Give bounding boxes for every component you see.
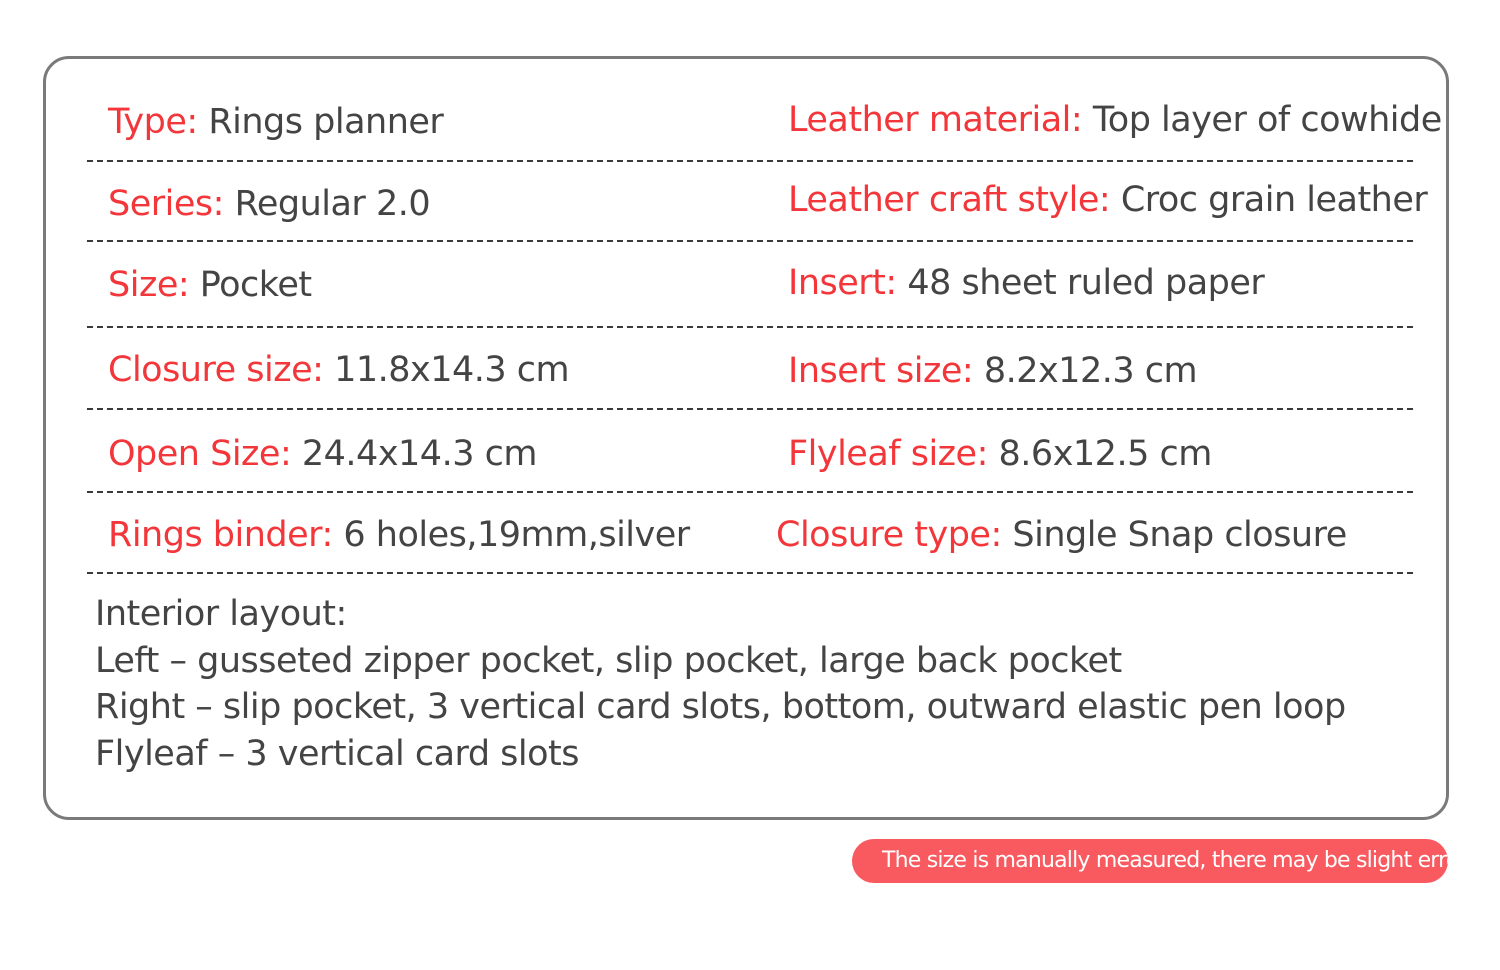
interior-layout-line: Right – slip pocket, 3 vertical card slots, bottom, outward elastic pen loop bbox=[95, 687, 1346, 727]
spec-series bbox=[108, 184, 430, 224]
spec-value: Pocket bbox=[199, 265, 312, 305]
spec-label: Insert: bbox=[788, 263, 897, 303]
spec-label: Rings binder: bbox=[108, 515, 333, 555]
spec-type bbox=[108, 102, 443, 142]
spec-label: Closure size: bbox=[108, 350, 324, 390]
spec-size bbox=[108, 265, 312, 305]
row-divider bbox=[87, 491, 1413, 493]
spec-label: Open Size: bbox=[108, 434, 292, 474]
spec-label: Leather material: bbox=[788, 100, 1083, 140]
spec-leather-material bbox=[788, 100, 1442, 140]
spec-label: Series: bbox=[108, 184, 224, 224]
spec-value: 8.6x12.5 cm bbox=[998, 434, 1212, 474]
spec-label: Insert size: bbox=[788, 351, 974, 391]
spec-closure-type bbox=[776, 515, 1347, 555]
row-divider bbox=[87, 240, 1413, 242]
spec-value: 48 sheet ruled paper bbox=[907, 263, 1265, 303]
spec-label: Size: bbox=[108, 265, 190, 305]
spec-rings-binder bbox=[108, 515, 690, 555]
spec-closure-size bbox=[108, 350, 569, 390]
spec-value: 11.8x14.3 cm bbox=[334, 350, 570, 390]
row-divider bbox=[87, 326, 1413, 328]
interior-layout-line: Left – gusseted zipper pocket, slip pocket, large back pocket bbox=[95, 641, 1122, 681]
row-divider bbox=[87, 408, 1413, 410]
interior-layout-heading: Interior layout: bbox=[95, 594, 347, 634]
spec-leather-craft-style bbox=[788, 180, 1427, 220]
spec-label: Leather craft style: bbox=[788, 180, 1111, 220]
spec-value: 24.4x14.3 cm bbox=[301, 434, 537, 474]
spec-open-size bbox=[108, 434, 537, 474]
spec-label: Type: bbox=[108, 102, 198, 142]
spec-value: Top layer of cowhide bbox=[1092, 100, 1442, 140]
spec-flyleaf-size bbox=[788, 434, 1212, 474]
spec-value: Single Snap closure bbox=[1012, 515, 1347, 555]
row-divider bbox=[87, 160, 1413, 162]
measurement-note-badge: The size is manually measured, there may be slight errors bbox=[852, 839, 1448, 883]
interior-layout-line: Flyleaf – 3 vertical card slots bbox=[95, 734, 580, 774]
spec-label: Flyleaf size: bbox=[788, 434, 988, 474]
spec-value: Regular 2.0 bbox=[234, 184, 431, 224]
spec-value: 6 holes,19mm,silver bbox=[343, 515, 690, 555]
spec-insert-size bbox=[788, 351, 1197, 391]
spec-value: 8.2x12.3 cm bbox=[983, 351, 1198, 391]
spec-insert bbox=[788, 263, 1264, 303]
spec-value: Croc grain leather bbox=[1120, 180, 1428, 220]
spec-label: Closure type: bbox=[776, 515, 1002, 555]
spec-value: Rings planner bbox=[208, 102, 444, 142]
row-divider bbox=[87, 572, 1413, 574]
